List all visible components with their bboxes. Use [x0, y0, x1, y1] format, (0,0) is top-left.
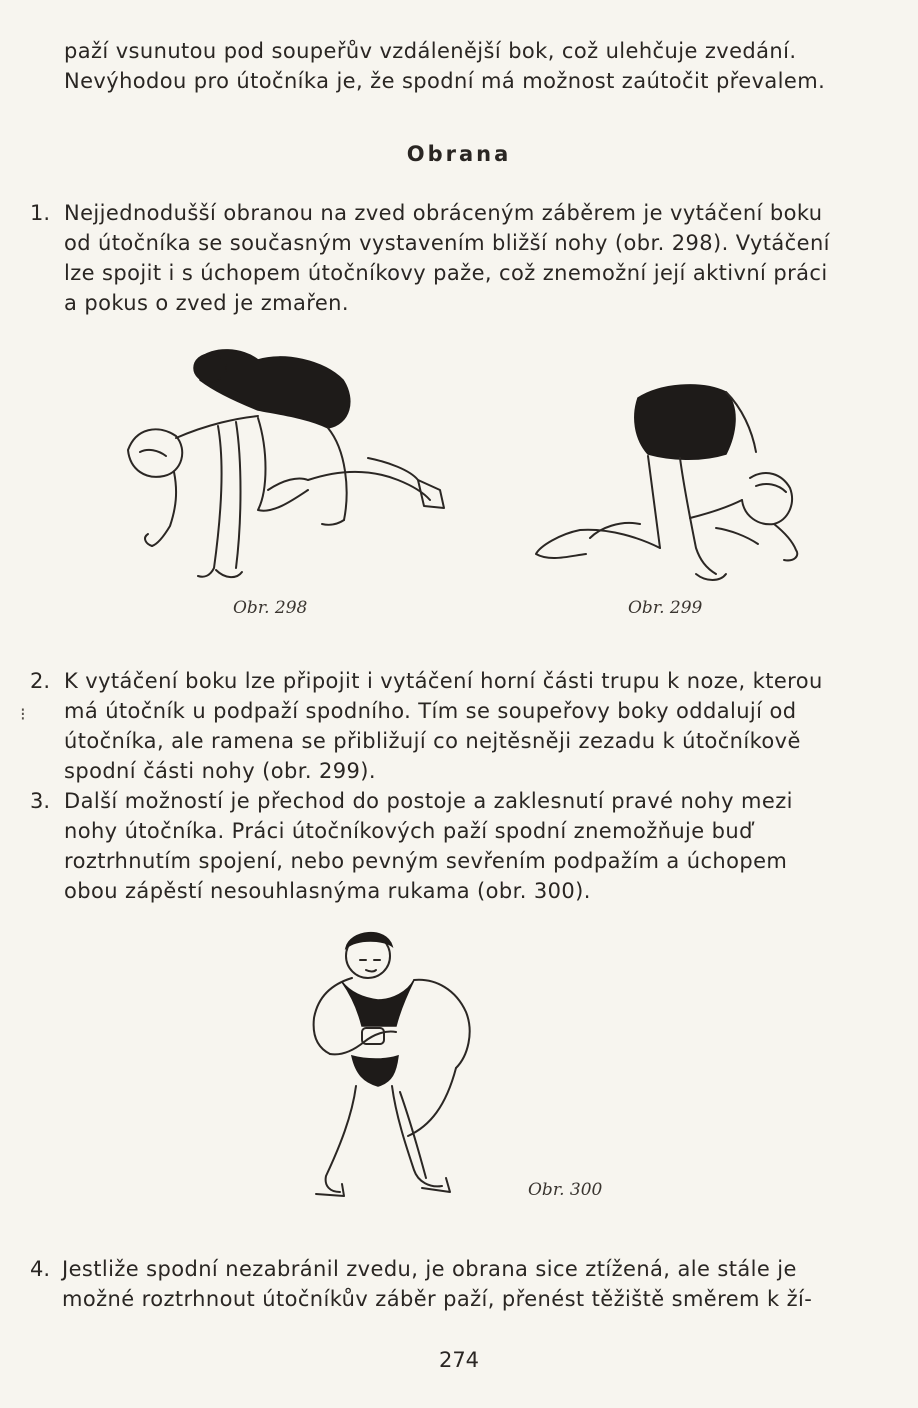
figure-299-illustration: [530, 378, 820, 590]
text-line: od útočníka se současným vystavením bližší nohy (obr. 298). Vytáčení: [64, 231, 830, 255]
text-line: má útočník u podpaží spodního. Tím se soupeřovy boky oddalují od: [64, 699, 797, 723]
text-line: lze spojit i s úchopem útočníkovy paže, což znemožní její aktivní práci: [64, 261, 828, 285]
text-line: roztrhnutím spojení, nebo pevným sevřením podpažím a úchopem: [64, 849, 788, 873]
text-line: Nevýhodou pro útočníka je, že spodní má možnost zaútočit převalem.: [64, 69, 826, 93]
text-line: možné roztrhnout útočníkův záběr paží, přenést těžiště směrem k ží-: [62, 1287, 813, 1311]
scan-mark: ⁝: [20, 704, 26, 725]
figure-300-illustration: [296, 926, 486, 1208]
figure-298-illustration: [118, 340, 458, 590]
text-line: spodní části nohy (obr. 299).: [64, 759, 376, 783]
text-line: Jestliže spodní nezabránil zvedu, je obrana sice ztížená, ale stále je: [62, 1257, 797, 1281]
page-number: 274: [438, 1348, 480, 1372]
text-line: Další možností je přechod do postoje a zaklesnutí pravé nohy mezi: [64, 789, 793, 813]
intro-paragraph: [64, 36, 888, 96]
figure-298-caption: Obr. 298: [233, 598, 308, 618]
item-3-paragraph: [64, 786, 884, 906]
figure-300-caption: Obr. 300: [528, 1180, 603, 1200]
figure-299-caption: Obr. 299: [628, 598, 703, 618]
item-1-paragraph: [64, 198, 888, 318]
text-line: K vytáčení boku lze připojit i vytáčení horní části trupu k noze, kterou: [64, 669, 823, 693]
text-line: útočníka, ale ramena se přibližují co nejtěsněji zezadu k útočníkově: [64, 729, 801, 753]
text-line: paží vsunutou pod soupeřův vzdálenější bok, což ulehčuje zvedání.: [64, 39, 797, 63]
text-line: obou zápěstí nesouhlasnýma rukama (obr. 300).: [64, 879, 591, 903]
text-line: a pokus o zved je zmařen.: [64, 291, 349, 315]
item-number: 3.: [30, 789, 51, 813]
item-number: 1.: [30, 201, 51, 225]
item-number: 2.: [30, 669, 51, 693]
text-line: nohy útočníka. Práci útočníkových paží spodní znemožňuje buď: [64, 819, 753, 843]
item-4-paragraph: [62, 1254, 882, 1314]
section-heading: Obrana: [406, 142, 512, 166]
text-line: Nejjednodušší obranou na zved obráceným záběrem je vytáčení boku: [64, 201, 823, 225]
item-number: 4.: [30, 1257, 51, 1281]
item-2-paragraph: [64, 666, 884, 786]
